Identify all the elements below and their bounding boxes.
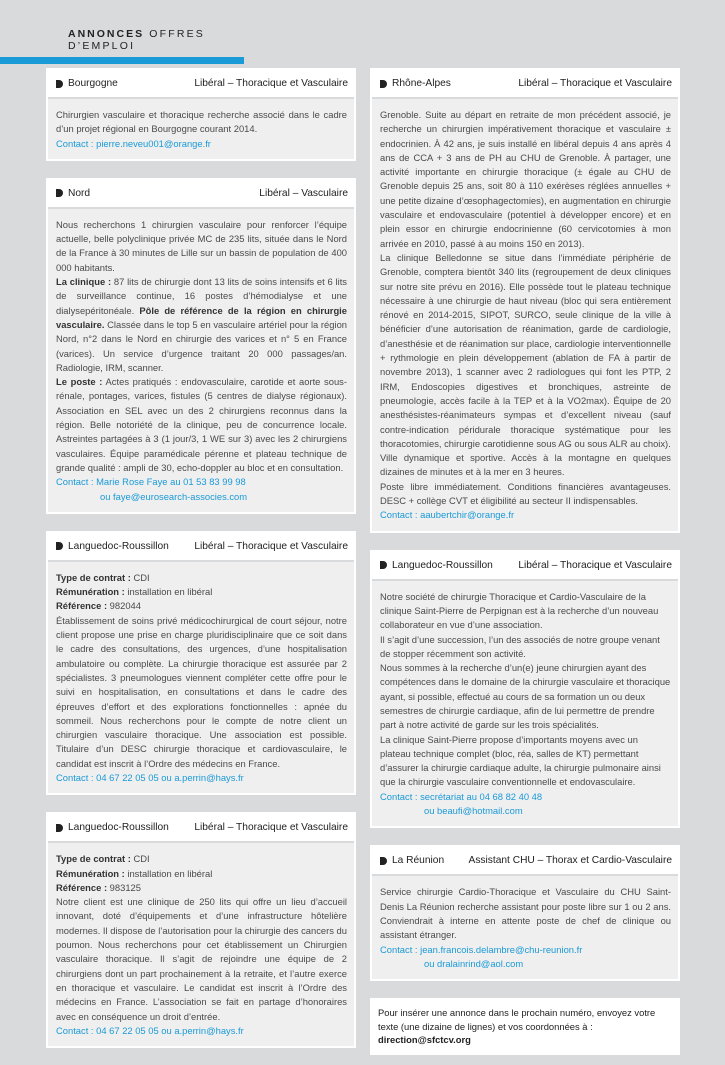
ad-card (46, 531, 356, 795)
ad-type: Libéral – Thoracique et Vasculaire (194, 540, 348, 552)
ad-contact-line[interactable]: Contact : jean.francois.delambre@chu-reunion.fr (380, 943, 583, 955)
label: Type de contrat : (56, 853, 131, 865)
label: Rémunération : (56, 867, 125, 879)
ad-text: Établissement de soins privé médicochirurgical de court séjour, notre client propose une prise en charge pluridisciplinaire que ce soit dans le cadre des consultations, des urgences, d’une hospitalisation ambulatoire ou complète. La chirurgie thoracique est assurée par 2 spécialistes. 3 pneumologues viennent compléter cette offre pour le suivi en hospitalisation, en consultations et dans le cadre des épreuves d’effort et des explorations fonctionnelles : apnée du sommeil. Nous recherchons pour le compte de notre client un chirurgien vasculaire thoracique. Une association est possible. Titulaire d’un DESC chirurgie thoracique et cardiovasculaire, le candidat est inscrit à l’Ordre des médecins en France. (56, 614, 347, 769)
ad-meta (56, 852, 347, 895)
ad-body (48, 209, 354, 512)
ad-contact-link[interactable]: Contact : 04 67 22 05 05 ou a.perrin@hays.fr (56, 771, 244, 783)
ad-contact[interactable] (56, 475, 347, 504)
ad-contact-line[interactable]: ou faye@eurosearch-associes.com (100, 490, 248, 502)
header-section: ANNONCES (68, 28, 145, 40)
value: installation en libéral (124, 867, 213, 879)
ad-text: Service chirurgie Cardio-Thoracique et Vasculaire du CHU Saint-Denis La Réunion recherche assistant pour poste libre sur 1 ou 2 ans. Conviendrait à interne en attente poste de chef de clinique ou assistant étranger. (380, 886, 671, 941)
value: CDI (130, 571, 150, 583)
ad-body (48, 562, 354, 793)
ad-text (56, 375, 347, 475)
label: Rémunération : (56, 586, 125, 598)
ad-card (46, 68, 356, 161)
highlight: Pôle de référence de la région en chirurgie vasculaire. (56, 304, 347, 330)
ad-contact[interactable] (380, 943, 671, 972)
left-column (46, 68, 356, 1065)
ad-text: Nous recherchons 1 chirurgien vasculaire pour renforcer l’équipe actuelle, belle polyclinique privée MC de 235 lits, située dans le Nord de la France à 30 minutes de Lille sur un bassin de population de 400 000 habitants. (56, 218, 347, 273)
header-accent-bar (0, 57, 244, 64)
ad-text: Chirurgien vasculaire et thoracique recherche associé dans le cadre d’un projet régional en Bourgogne courant 2014. (56, 109, 347, 135)
header-subsection: OFFRES D’EMPLOI (68, 28, 206, 52)
ad-header (372, 847, 678, 876)
ad-body (372, 876, 678, 979)
ad-card (46, 178, 356, 514)
right-column (370, 68, 680, 1055)
bullet-icon (380, 857, 388, 865)
value: CDI (130, 853, 150, 865)
header-title (0, 28, 244, 52)
ad-card (46, 812, 356, 1048)
ad-header (48, 180, 354, 209)
ad-region: Bourgogne (68, 78, 118, 89)
ad-text: Ville dynamique et sportive. Accès à la montagne en quelques dizaines de minutes et à la mer en 3 heures. (380, 452, 671, 478)
ad-header (48, 70, 354, 99)
ad-text: Notre société de chirurgie Thoracique et Cardio-Vasculaire de la clinique Saint-Pierre de Perpignan est à la recherche d’un nouveau collaborateur en vue d’une association. (380, 590, 659, 631)
ad-header (372, 552, 678, 581)
bullet-icon (56, 824, 64, 832)
ad-contact-line[interactable]: ou dralainrind@aol.com (424, 957, 524, 969)
value: 982044 (107, 600, 141, 612)
bullet-icon (56, 189, 64, 197)
text: Actes pratiqués : endovasculaire, carotide et aorte sous-rénale, pontages, varices, fistules (5 centres de dialyse régionaux). Association en SEL avec un des 2 chirurgiens reconnus dans la région. Belle notoriété de la clinique, peu de concurrence locale. Astreintes partagées à 3 (1 jour/3, 1 WE sur 3) avec les 2 chirurgiens vasculaires. Équipe paramédicale pérenne et plateau technique de grande qualité : ampli de 30, echo-doppler au bloc et en consultation. (56, 376, 347, 473)
ad-meta (56, 571, 347, 614)
ad-type: Libéral – Thoracique et Vasculaire (518, 559, 672, 571)
ad-body (48, 99, 354, 159)
ad-region: Nord (68, 187, 91, 199)
ad-contact-link[interactable]: Contact : pierre.neveu001@orange.fr (56, 137, 211, 149)
ad-card (370, 845, 680, 981)
value: 983125 (107, 881, 141, 893)
ad-type: Assistant CHU – Thorax et Cardio-Vasculaire (468, 855, 672, 867)
ad-region: Languedoc-Roussillon (68, 540, 169, 552)
ad-region: La Réunion (392, 855, 445, 867)
ad-text: La clinique Belledonne se situe dans l’immédiate périphérie de Grenoble, comptera bientôt 340 lits (regroupement de deux cliniques sur notre site prévu en 2016). Elle possède tout le plateau technique nécessaire à une chirurgie de haut niveau (bloc qui sera entièrement rénové en 2014-2015, SIPOT, SURCO, seule clinique de la ville à bénéficier d’une autorisation de réanimation, garde de cardiologie, d’anesthésie et de réanimation sur place, cardiologie interventionnelle + rythmologie en plein développement (ablation de FA à partir de novembre 2013), 1 scanner avec 2 radiologues qui font les PTP, 2 IRM, Endoscopies digestives et bronchiques, astreinte de pneumologie, accès facile à la TEP et à la VO2max). Équipe de 20 anesthésistes-réanimateurs sympas et d’excellent niveau (sauf contre-indication péridurale thoracique systématique pour les thoracotomies, chirurgie carotidienne sous AG ou sous ALR au choix). (380, 251, 671, 449)
ad-text: Poste libre immédiatement. Conditions financières avantageuses. DESC + collège CVT et éligibilité au secteur II indispensables. (380, 480, 671, 507)
note-text: Pour insérer une annonce dans le prochain numéro, envoyez votre texte (une dizaine de lignes) et vos coordonnées à : (378, 1007, 656, 1032)
bullet-icon (380, 80, 388, 88)
ad-text (56, 275, 347, 375)
ad-type: Libéral – Vasculaire (259, 187, 348, 199)
bullet-icon (380, 561, 388, 569)
ad-header (372, 70, 678, 99)
ad-contact-line[interactable]: ou beaufi@hotmail.com (424, 805, 523, 817)
ad-text: Nous sommes à la recherche d’un(e) jeune chirurgien ayant des compétences dans le domaine de la chirurgie vasculaire et thoracique ayant, si possible, effectué au cours de sa formation un ou deux semestres de chirurgie cardiaque, afin de lui permettre de prendre part à notre activité de garde sur les trois spécialités. (380, 662, 671, 731)
ad-card (370, 550, 680, 829)
ad-region: Rhône-Alpes (392, 78, 451, 89)
ad-header (48, 814, 354, 843)
label: Le poste : (56, 376, 103, 388)
ad-text: La clinique Saint-Pierre propose d’importants moyens avec un plateau technique complet (bloc, réa, salles de KT) permettant d’assurer la chirurgie cardiaque adulte, la chirurgie pulmonaire ainsi que la chirurgie vasculaire conventionnelle et endovasculaire. (380, 733, 661, 788)
ad-header (48, 533, 354, 562)
ad-type: Libéral – Thoracique et Vasculaire (518, 78, 672, 89)
ad-contact-link[interactable]: Contact : 04 67 22 05 05 ou a.perrin@hays.fr (56, 1024, 244, 1036)
page-header (0, 28, 244, 64)
ad-text: Il s’agit d’une succession, l’un des associés de notre groupe venant de stopper récemment son activité. (380, 633, 660, 659)
ad-type: Libéral – Thoracique et Vasculaire (194, 78, 348, 89)
text: Classée dans le top 5 en vasculaire artériel pour la région Nord, n°2 dans le Nord en chirurgie des varices et n° 5 en France (varices). Un service d’urgence traitant 20 000 passages/an. Radiologie, IRM, scanner. (56, 318, 347, 373)
ad-text: Notre client est une clinique de 250 lits qui offre un lieu d’accueil innovant, doté d’équipements et d’une infrastructure hôtelière modernes. Il dispose de l’autorisation pour la chirurgie des cancers du poumon. Nous recherchons pour cet établissement un Chirurgien vasculaire thoracique. Il s’agit de rejoindre une équipe de 2 chirurgiens dont un part prochainement à la retraite, et l’autre exerce en thoracique et vasculaire. Le candidat est inscrit à l’Ordre des médecins en France. L’association se fait en partage d’honoraires avec en conséquence un droit d’entrée. (56, 896, 347, 1022)
ad-body (48, 843, 354, 1046)
ad-contact-link[interactable]: Contact : aaubertchir@orange.fr (380, 509, 515, 521)
ad-type: Libéral – Thoracique et Vasculaire (194, 822, 348, 834)
submission-note (370, 998, 680, 1055)
ad-body (372, 99, 678, 531)
ad-region: Languedoc-Roussillon (392, 559, 493, 571)
bullet-icon (56, 542, 64, 550)
bullet-icon (56, 80, 64, 88)
ad-region: Languedoc-Roussillon (68, 822, 169, 834)
label: Référence : (56, 881, 108, 893)
ad-body (372, 581, 678, 827)
label: Référence : (56, 600, 108, 612)
ad-contact-line[interactable]: Contact : secrétariat au 04 68 82 40 48 (380, 790, 543, 802)
ad-text: Grenoble. Suite au départ en retraite de mon précédent associé, je recherche un chirurgien impérativement thoracique et vasculaire ± endocrinien. À 42 ans, je suis installé en libéral depuis 4 ans après 4 ans de CCA + 3 ans de PH au CHU de Grenoble. À partager, une activité importante en chirurgie thoracique (± égale au CHU de Grenoble depuis 25 ans, soit 80 à 110 exérèses réglées annuelles + une petite dizaine d’œsophagectomies), en augmentation en chirurgie vasculaire et endovasculaire (potentiel à développer encore) et en plein essor en chirurgie endocrinienne (60 cervicotomies à mon arrivée en 2010, passé à au moins 150 en 2013). (380, 109, 671, 249)
value: installation en libéral (124, 586, 213, 598)
label: Type de contrat : (56, 571, 131, 583)
text: 87 lits de chirurgie dont 13 lits de soins intensifs et 6 lits de surveillance continue, 16 postes d’hémodialyse et une dialysepéritonéale. (56, 276, 347, 316)
ad-contact-line[interactable]: Contact : Marie Rose Faye au 01 53 83 99 98 (56, 476, 246, 488)
label: La clinique : (56, 276, 112, 288)
ad-card (370, 68, 680, 533)
ad-contact[interactable] (380, 790, 671, 819)
note-email-link[interactable]: direction@sfctcv.org (378, 1034, 471, 1046)
